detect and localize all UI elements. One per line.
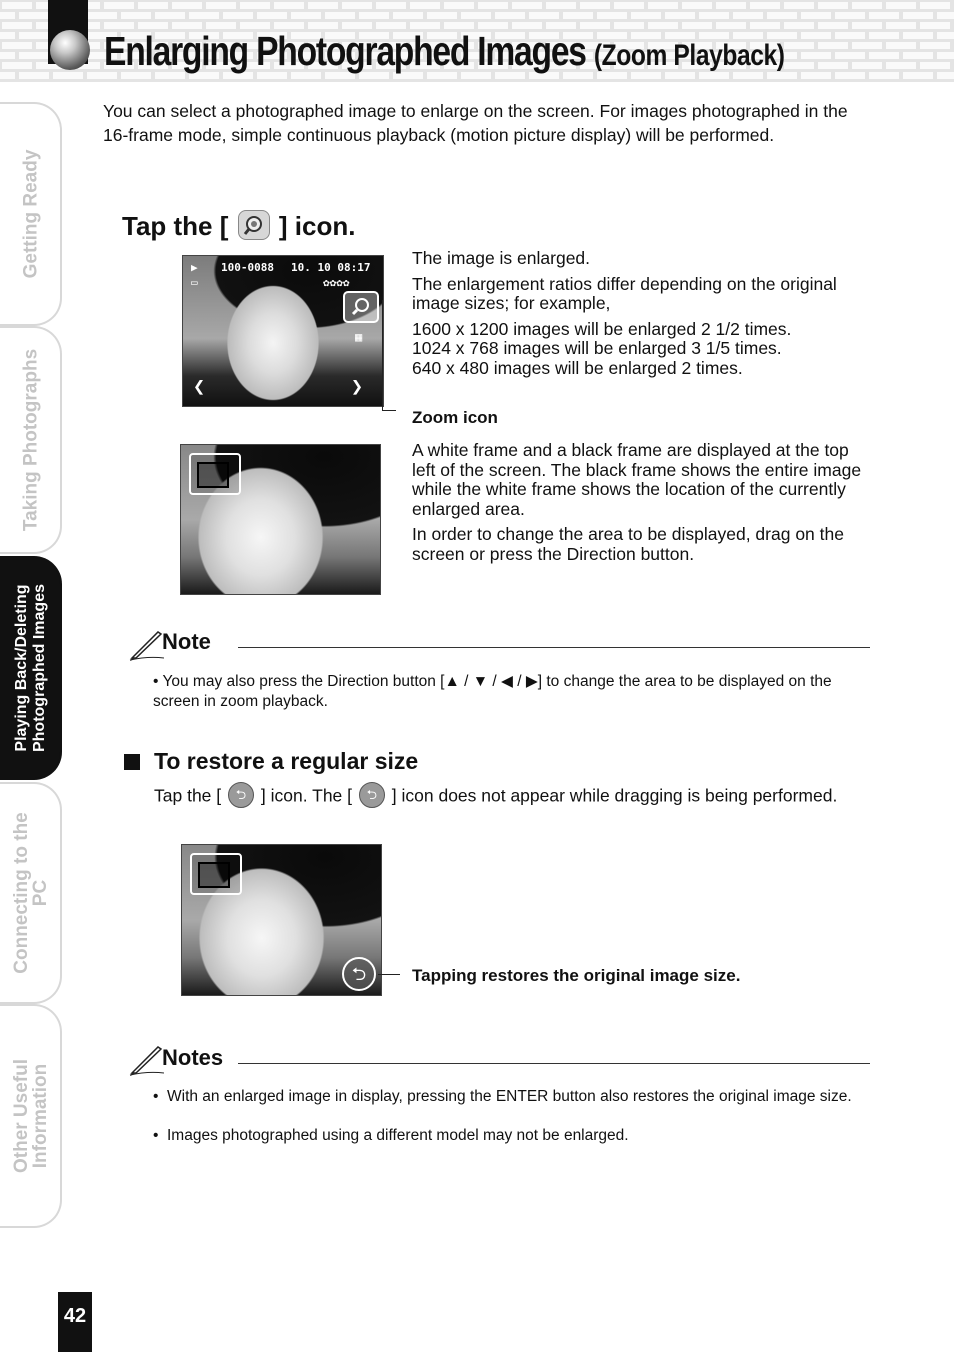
notes-bullet-2 xyxy=(153,1126,853,1146)
notes-bullet-1 xyxy=(153,1087,853,1107)
sidebar-tab-taking-photographs[interactable] xyxy=(0,326,62,554)
battery-icon: ▭ xyxy=(191,276,198,289)
frame-paragraph-2: In order to change the area to be displayed, drag on the screen or press the Direction button. xyxy=(412,524,844,564)
play-mode-icon: ▶ xyxy=(191,261,198,274)
sidebar-tab-label-line2: Photographed Images xyxy=(31,583,48,753)
callout-tick xyxy=(382,410,396,411)
callout-line xyxy=(382,300,383,410)
step-title xyxy=(122,211,355,243)
restore-paragraph xyxy=(154,784,870,810)
restore-icon[interactable]: ⮌ xyxy=(342,957,376,991)
ratio-line-2: 1024 x 768 images will be enlarged 3 1/5 times. xyxy=(412,338,782,358)
step-title-before: Tap the [ xyxy=(122,211,229,241)
sidebar-tab-connecting-pc[interactable] xyxy=(0,782,62,1004)
step-title-after: ] icon. xyxy=(278,211,356,241)
ratio-line-3: 640 x 480 images will be enlarged 2 times. xyxy=(412,357,743,378)
page-number: 42 xyxy=(63,1305,87,1327)
zoom-frame-indicator xyxy=(190,853,242,895)
section-title: To restore a regular size xyxy=(154,748,419,774)
sidebar-tab-label xyxy=(12,1059,50,1173)
zoom-icon[interactable] xyxy=(343,291,379,323)
status-icons: ✿✿✿✿ xyxy=(323,276,350,289)
sidebar-tab-label-line1: Playing Back/Deleting xyxy=(13,584,30,752)
note-title: Note xyxy=(162,629,211,654)
zoom-black-frame xyxy=(197,462,229,488)
pen-note-icon xyxy=(128,628,164,662)
note-bullet-after: ] to change the area to be displayed on the screen in zoom playback. xyxy=(153,673,832,710)
datetime: 10. 10 08:17 xyxy=(291,261,371,274)
sidebar-tab-playing-back[interactable] xyxy=(0,556,62,780)
sidebar-tab-label-line2: PC xyxy=(30,879,51,907)
sidebar-tab-label xyxy=(12,812,50,973)
sidebar-tab-label-line1: Other Useful xyxy=(11,1058,32,1174)
sidebar-tab-label: Getting Ready xyxy=(20,149,42,279)
restore-caption: Tapping restores the original image size. xyxy=(412,966,741,985)
note-bullet xyxy=(153,672,853,711)
page-title-subtitle: (Zoom Playback) xyxy=(593,39,785,72)
zoom-screen-photo[interactable] xyxy=(180,444,381,595)
page-title-main: Enlarging Photographed Images xyxy=(104,28,586,74)
restore-text-part3: ] icon does not appear while dragging is being performed. xyxy=(391,785,838,806)
zoom-magnifier-glyph xyxy=(239,211,269,239)
zoom-frame-indicator xyxy=(189,453,241,495)
bullet-dot: • xyxy=(153,1088,159,1105)
bullet-dot: • xyxy=(153,673,163,690)
intro-paragraph: You can select a photographed image to enlarge on the screen. For images photographed in the 16-frame mode, simple continuous playback (motion picture display) will be performed. xyxy=(103,101,848,145)
restore-screen-photo[interactable] xyxy=(181,844,382,996)
next-arrow-icon[interactable]: ❯ xyxy=(351,374,364,398)
page-title xyxy=(104,28,785,75)
playback-screen-photo[interactable] xyxy=(182,255,384,407)
pen-note-icon xyxy=(128,1043,164,1077)
zoom-magnifier-glyph xyxy=(345,293,377,321)
notes-divider xyxy=(238,1063,870,1064)
callout-line xyxy=(378,974,400,975)
frame-paragraph-1: A white frame and a black frame are displayed at the top left of the screen. The black frame shows the entire image while the white frame shows the location of the currently enlarged area. xyxy=(412,440,862,519)
ratio-intro-text: The enlargement ratios differ depending on the original image sizes; for example, xyxy=(412,273,837,313)
sidebar-tab-label: Taking Photographs xyxy=(20,348,42,532)
previous-arrow-icon[interactable]: ❮ xyxy=(193,374,206,398)
notes-title: Notes xyxy=(162,1045,224,1070)
bullet-dot: • xyxy=(153,1127,159,1144)
grid-icon: ▦ xyxy=(355,330,363,344)
frame-description xyxy=(412,441,874,564)
zoom-black-frame xyxy=(198,862,230,888)
restore-icon: ⮌ xyxy=(228,782,254,808)
sidebar-tab-label-line1: Connecting to the xyxy=(11,812,32,974)
sidebar-tab-label-line2: Information xyxy=(30,1063,51,1169)
notes-bullet-1-text: With an enlarged image in display, pressing the ENTER button also restores the original image size. xyxy=(167,1088,852,1105)
file-number: 100-0088 xyxy=(221,261,274,274)
enlarged-text: The image is enlarged. xyxy=(412,248,591,268)
restore-text-part2: ] icon. The [ xyxy=(260,785,353,806)
sidebar-tab-other-useful[interactable] xyxy=(0,1004,62,1228)
direction-arrows-icon: ▲ / ▼ / ◀ / ▶ xyxy=(444,673,538,690)
zoom-icon-label: Zoom icon xyxy=(412,408,498,427)
notes-bullet-2-text: Images photographed using a different model may not be enlarged. xyxy=(167,1127,629,1144)
section-square-icon xyxy=(124,754,140,770)
header-ball-icon xyxy=(50,30,90,70)
note-divider xyxy=(238,647,870,648)
step-description xyxy=(412,249,872,378)
zoom-magnifier-icon xyxy=(238,210,270,240)
sidebar-tab-getting-ready[interactable] xyxy=(0,102,62,326)
restore-text-part1: Tap the [ xyxy=(154,785,222,806)
restore-icon: ⮌ xyxy=(359,782,385,808)
note-bullet-before: You may also press the Direction button [ xyxy=(162,673,445,690)
sidebar-tab-label xyxy=(13,584,49,752)
ratio-line-1: 1600 x 1200 images will be enlarged 2 1/2 times. xyxy=(412,318,792,339)
